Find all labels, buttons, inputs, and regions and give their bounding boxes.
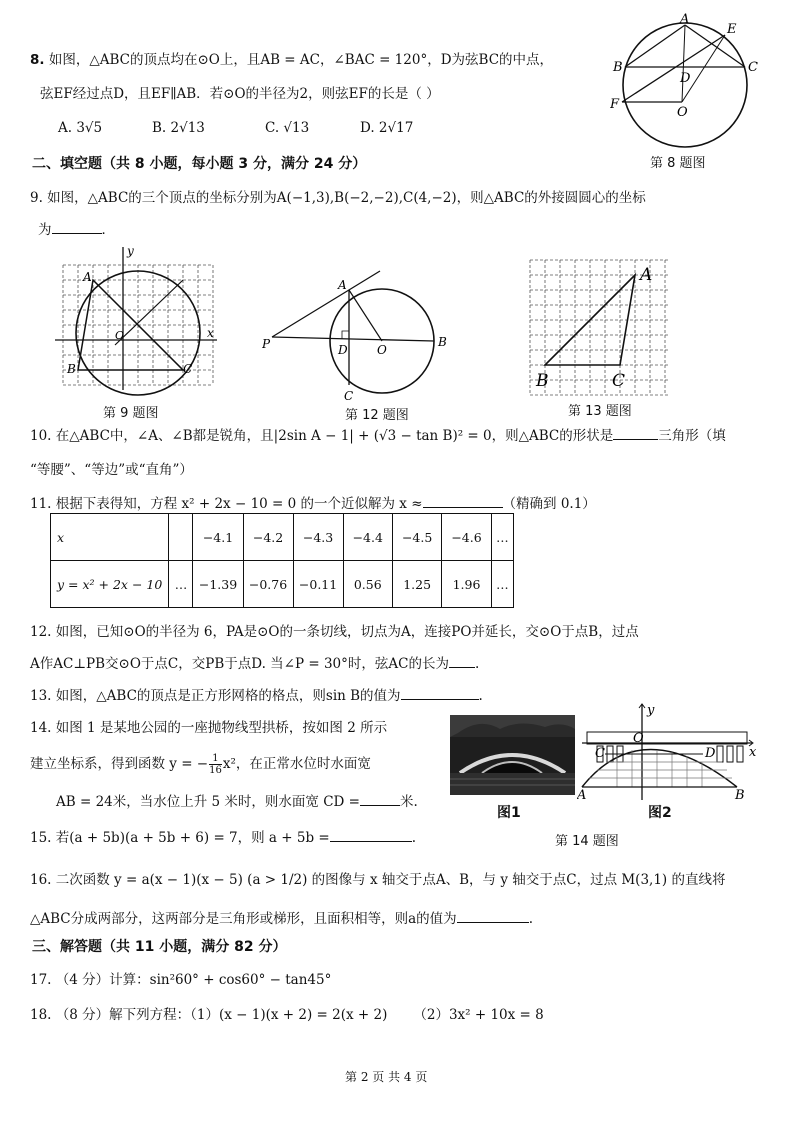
figure-8	[610, 10, 760, 170]
fig14-label-a: A	[577, 788, 587, 802]
fig8-caption: 第 8 题图	[650, 156, 706, 171]
figure-14-2	[577, 702, 762, 802]
fig8-label-c: C	[748, 60, 758, 75]
fig8-label-f: F	[610, 97, 620, 112]
q9-text-2: 为	[38, 222, 52, 238]
fig9-caption: 第 9 题图	[103, 406, 159, 421]
q14-answer-blank[interactable]	[360, 791, 400, 806]
q14-text-3b: 米.	[399, 794, 418, 810]
fig12-caption: 第 12 题图	[345, 408, 409, 423]
fig9-label-a: A	[83, 270, 92, 284]
q8-text-2: 弦EF经过点D，且EF∥AB．若⊙O的半径为2，则弦EF的长是（ ）	[40, 86, 440, 102]
q10-answer-blank[interactable]	[613, 425, 658, 440]
q8-option-c: C. √13	[265, 120, 310, 136]
q14-frac-den: 16	[209, 765, 222, 776]
q9-text-1: 9. 如图，△ABC的三个顶点的坐标分别为A(−1,3),B(−2,−2),C(4,−2)，则△ABC的外接圆圆心的坐标	[30, 190, 646, 206]
q9-line-2	[38, 218, 115, 238]
q14-text-2b: x²，在正常水位时水面宽	[222, 756, 371, 772]
section-3-heading: 三、解答题（共 11 小题，满分 82 分）	[32, 939, 287, 955]
fig14-2-label: 图2	[648, 805, 672, 821]
q10-text-1: 10. 在△ABC中，∠A、∠B都是锐角，且|2sin A − 1| + (√3 − tan B)² = 0，则△ABC的形状是	[30, 428, 614, 444]
q12-answer-blank[interactable]	[449, 653, 475, 668]
q11-tail: （精确到 0.1）	[502, 496, 596, 512]
fig8-label-o: O	[677, 105, 688, 120]
fig13-caption: 第 13 题图	[568, 404, 632, 419]
q10-text-2: “等腰”、“等边”或“直角”）	[30, 462, 193, 478]
table-cell: y = x² + 2x − 10	[51, 561, 169, 608]
q11-value-table	[50, 513, 514, 608]
fig13-label-b: B	[536, 371, 549, 391]
q14-frac-num: 1	[209, 753, 222, 765]
fig9-label-o: O	[115, 329, 125, 342]
table-cell: 1.96	[442, 561, 491, 608]
q15-answer-blank[interactable]	[330, 827, 412, 842]
fig8-label-b: B	[613, 60, 623, 75]
q11-answer-blank[interactable]	[423, 493, 503, 508]
q18-part-2: （2）3x² + 10x = 8	[413, 1007, 544, 1023]
table-cell: −4.6	[442, 514, 491, 561]
q15-line	[30, 826, 416, 846]
fig14-caption: 第 14 题图	[555, 834, 619, 849]
fig14-label-c: C	[595, 746, 605, 761]
table-cell: −4.5	[392, 514, 441, 561]
q8-option-d: D. 2√17	[360, 120, 414, 136]
q10-line-1	[30, 424, 726, 444]
table-cell: −1.39	[193, 561, 243, 608]
q14-text-3a: AB = 24米，当水位上升 5 米时，则水面宽 CD =	[56, 794, 360, 810]
q13-line	[30, 684, 483, 704]
q14-line-3	[56, 790, 418, 810]
table-cell: x	[51, 514, 169, 561]
fig9-label-x: x	[207, 326, 214, 340]
figure-9	[55, 245, 220, 405]
fig12-label-p: P	[262, 337, 271, 351]
table-cell: 1.25	[392, 561, 441, 608]
q16-tail: .	[528, 911, 533, 927]
fig8-label-a: A	[680, 12, 690, 27]
fig14-label-b: B	[735, 788, 745, 802]
fig12-label-o: O	[377, 343, 387, 357]
q13-answer-blank[interactable]	[401, 685, 479, 700]
fig9-label-b: B	[67, 362, 76, 376]
table-row-x	[51, 514, 514, 561]
q16-line-2	[30, 907, 533, 927]
q8-text-1: 如图，△ABC的顶点均在⊙O上，且AB = AC，∠BAC = 120°，D为弦BC的中点，	[48, 52, 554, 68]
fig12-label-c: C	[344, 389, 354, 403]
table-cell	[169, 514, 193, 561]
table-cell: −4.1	[193, 514, 243, 561]
fig14-label-o: O	[633, 731, 644, 746]
q10-text-1b: 三角形（填	[658, 428, 726, 444]
q11-line	[30, 492, 596, 512]
q12-tail: .	[474, 656, 480, 672]
fig13-label-c: C	[612, 371, 626, 391]
q13-text: 13. 如图，△ABC的顶点是正方形网格的格点，则sin B的值为	[30, 688, 401, 704]
fig14-1-label: 图1	[497, 805, 521, 821]
q18-text: 18. （8 分）解下列方程：（1）(x − 1)(x + 2) = 2(x + 2)	[30, 1007, 388, 1023]
fig13-label-a: A	[640, 265, 653, 285]
q16-text-2: △ABC分成两部分，这两部分是三角形或梯形，且面积相等，则a的值为	[30, 911, 457, 927]
figure-12	[262, 268, 462, 408]
q8-option-b: B. 2√13	[152, 120, 205, 136]
table-cell: −4.4	[343, 514, 392, 561]
table-cell: …	[169, 561, 193, 608]
q14-line-2	[30, 752, 371, 776]
page-footer: 第 2 页 共 4 页	[345, 1070, 428, 1084]
q18-line	[30, 1003, 544, 1023]
q12-line-2	[30, 652, 479, 672]
q15-tail: .	[411, 830, 417, 846]
table-cell: −0.76	[243, 561, 293, 608]
q14-text-1: 14. 如图 1 是某地公园的一座抛物线型拱桥，按如图 2 所示	[30, 720, 388, 736]
fig14-label-y: y	[647, 703, 655, 718]
q15-text: 15. 若(a + 5b)(a + 5b + 6) = 7，则 a + 5b =	[30, 830, 330, 846]
q13-tail: .	[478, 688, 483, 704]
table-cell: …	[491, 561, 513, 608]
q14-fraction	[209, 753, 222, 776]
q8-number: 8.	[30, 52, 45, 68]
table-cell: −4.2	[243, 514, 293, 561]
table-cell: −0.11	[293, 561, 343, 608]
section-2-heading: 二、填空题（共 8 小题，每小题 3 分，满分 24 分）	[32, 156, 367, 172]
fig14-label-d: D	[705, 746, 716, 761]
fig9-label-c: C	[183, 362, 193, 376]
q12-text-2: A作AC⊥PB交⊙O于点C，交PB于点D. 当∠P = 30°时，弦AC的长为	[30, 656, 449, 672]
fig8-label-d: D	[680, 71, 691, 86]
fig12-label-a: A	[338, 278, 347, 292]
figure-13	[522, 252, 682, 400]
table-row-y	[51, 561, 514, 608]
fig8-label-e: E	[727, 22, 737, 37]
q16-text-1: 16. 二次函数 y = a(x − 1)(x − 5) (a > 1/2) 的图像与 x 轴交于点A、B，与 y 轴交于点C，过点 M(3,1) 的直线将	[30, 872, 726, 888]
table-cell: 0.56	[343, 561, 392, 608]
figure-14-1-bridge-photo	[450, 715, 575, 795]
fig14-label-x: x	[749, 745, 757, 760]
q8-line-1	[30, 48, 553, 68]
fig9-label-y: y	[127, 245, 134, 258]
q12-text-1: 12. 如图，已知⊙O的半径为 6，PA是⊙O的一条切线，切点为A，连接PO并延长，交⊙O于点B，过点	[30, 624, 639, 640]
q14-text-2a: 建立坐标系，得到函数 y = −	[30, 756, 209, 772]
fig12-label-b: B	[438, 335, 447, 349]
q8-option-a: A. 3√5	[58, 120, 103, 136]
q9-tail: ．	[101, 222, 115, 238]
table-cell: …	[491, 514, 513, 561]
q16-answer-blank[interactable]	[457, 908, 529, 923]
q11-text: 11. 根据下表得知，方程 x² + 2x − 10 = 0 的一个近似解为 x ≈	[30, 496, 423, 512]
q17-text: 17. （4 分）计算：sin²60° + cos60° − tan45°	[30, 972, 332, 988]
q9-answer-blank[interactable]	[52, 219, 102, 234]
table-cell: −4.3	[293, 514, 343, 561]
fig12-label-d: D	[338, 343, 348, 357]
